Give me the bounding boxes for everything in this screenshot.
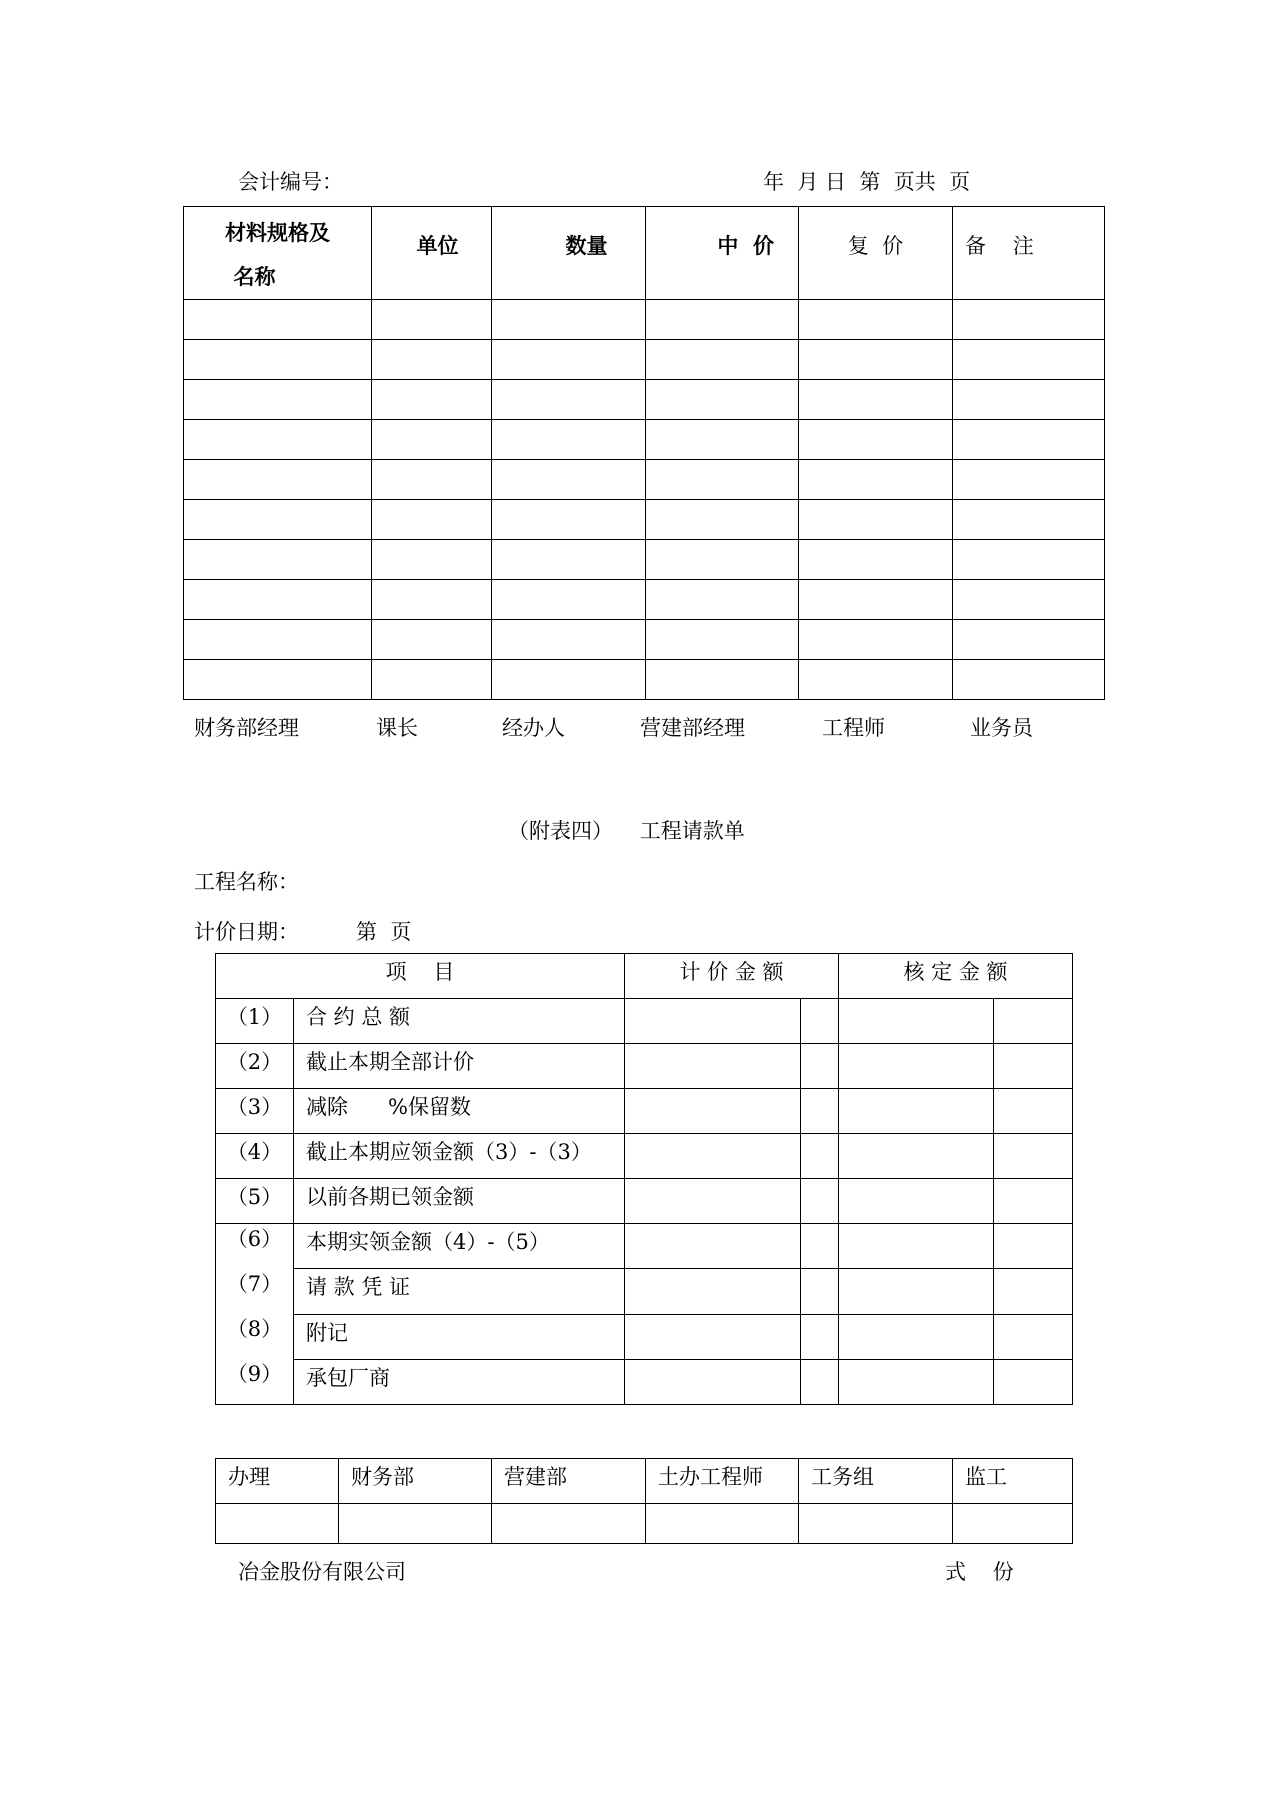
item-label: 附记: [294, 1314, 625, 1359]
material-row: [184, 340, 1105, 380]
approval-header-row: [216, 1459, 1073, 1504]
header-unit: 单位: [372, 207, 492, 300]
item-no: （5）: [216, 1179, 294, 1224]
table-row: [216, 1224, 1073, 1269]
material-row: [184, 300, 1105, 340]
item-no: （8）: [226, 1317, 283, 1341]
valuation-date-label: 计价日期：: [194, 920, 299, 944]
material-table-header-row: [184, 207, 1105, 300]
header-item: 项 目: [216, 954, 625, 999]
item-label: 请 款 凭 证: [294, 1269, 625, 1314]
header-middle-price: 中 价: [646, 207, 799, 300]
sig-engineer: 工程师: [822, 716, 885, 740]
item-label: 承包厂商: [294, 1359, 625, 1404]
project-name-label: 工程名称：: [194, 870, 299, 894]
sig-finance-manager: 财务部经理: [194, 716, 299, 740]
item-no-group: [216, 1224, 294, 1405]
item-label: 以前各期已领金额: [294, 1179, 625, 1224]
item-no: （6）: [226, 1227, 283, 1251]
approval-table: [215, 1458, 1073, 1544]
header-review-price: 复 价: [799, 207, 953, 300]
copies-label: 式 份: [945, 1560, 1014, 1584]
payment-request-table: [215, 953, 1073, 1405]
material-row: [184, 500, 1105, 540]
approval-civil-engineer: 土办工程师: [646, 1459, 799, 1504]
approval-works-group: 工务组: [799, 1459, 953, 1504]
material-row: [184, 460, 1105, 500]
approval-finance-dept: 财务部: [339, 1459, 492, 1504]
item-label: 减除 %保留数: [294, 1089, 625, 1134]
table-row: [216, 1359, 1073, 1404]
sig-salesperson: 业务员: [970, 716, 1033, 740]
approval-handling: 办理: [216, 1459, 339, 1504]
item-label: 本期实领金额（4）-（5）: [294, 1224, 625, 1269]
table-row: [216, 1179, 1073, 1224]
table-row: [216, 1134, 1073, 1179]
item-label: 截止本期应领金额（3）-（3）: [294, 1134, 625, 1179]
page-label: 第 页: [356, 920, 412, 944]
material-row: [184, 380, 1105, 420]
table-row: [216, 1089, 1073, 1134]
header-material-spec-line1: 材料规格及: [225, 221, 330, 245]
header-material-spec-name: [184, 207, 372, 300]
account-number-label: 会计编号：: [238, 170, 343, 194]
header-material-spec-line2: 名称: [233, 265, 276, 289]
table-row: [216, 1269, 1073, 1314]
date-page-line: 年 月 日 第 页共 页: [763, 170, 971, 194]
sig-construction-manager: 营建部经理: [640, 716, 745, 740]
item-no: （9）: [226, 1362, 283, 1386]
table-row: [216, 999, 1073, 1044]
company-name: 冶金股份有限公司: [238, 1560, 406, 1584]
approval-construction-dept: 营建部: [492, 1459, 646, 1504]
header-approved-amount: 核 定 金 额: [839, 954, 1073, 999]
material-row: [184, 540, 1105, 580]
item-no: （7）: [226, 1272, 283, 1296]
header-quantity: 数量: [492, 207, 646, 300]
payment-table-header-row: [216, 954, 1073, 999]
material-table: [183, 206, 1105, 700]
item-no: （2）: [216, 1044, 294, 1089]
material-row: [184, 620, 1105, 660]
material-row: [184, 580, 1105, 620]
sig-handler: 经办人: [502, 716, 565, 740]
table-row: [216, 1314, 1073, 1359]
item-no: （3）: [216, 1089, 294, 1134]
item-no: （4）: [216, 1134, 294, 1179]
sig-section-chief: 课长: [376, 716, 418, 740]
item-no: （1）: [216, 999, 294, 1044]
item-label: 截止本期全部计价: [294, 1044, 625, 1089]
approval-supervisor: 监工: [953, 1459, 1073, 1504]
table-row: [216, 1044, 1073, 1089]
header-valuation-amount: 计 价 金 额: [625, 954, 839, 999]
material-row: [184, 420, 1105, 460]
item-label: 合 约 总 额: [294, 999, 625, 1044]
header-remarks: 备 注: [953, 207, 1105, 300]
material-row: [184, 660, 1105, 700]
form4-title: （附表四） 工程请款单: [508, 819, 745, 843]
approval-signature-row: [216, 1504, 1073, 1544]
